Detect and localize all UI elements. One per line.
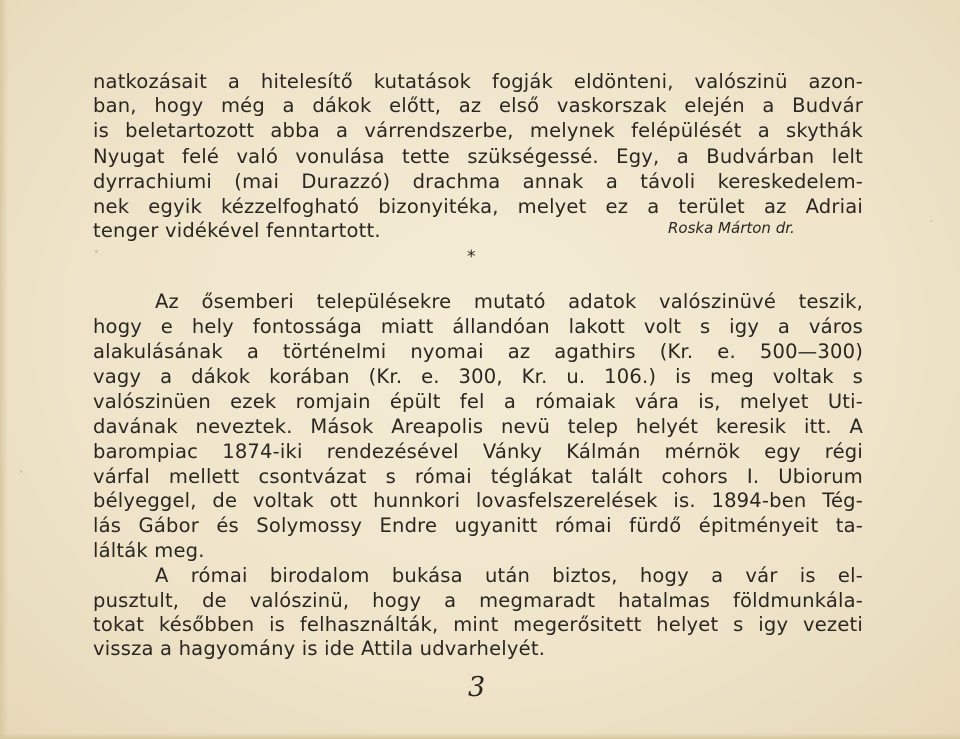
text-line: barompiac 1874-iki rendezésével Vánky Kálmán mérnök egy régi <box>93 440 863 463</box>
author-signature: Roska Márton dr. <box>668 219 795 237</box>
text-line: dyrrachiumi (mai Durazzó) drachma annak a távoli kereskedelem- <box>93 170 863 193</box>
paper-speck <box>95 250 98 253</box>
text-line: lálták meg. <box>93 539 205 562</box>
text-line: Az ősemberi településekre mutató adatok valószinüvé teszik, <box>155 290 863 313</box>
text-line: nek egyik kézzelfogható bizonyitéka, melyet ez a terület az Adriai <box>93 195 863 218</box>
text-line: vagy a dákok korában (Kr. e. 300, Kr. u. 106.) is meg voltak s <box>93 365 863 388</box>
text-line: valószinüen ezek romjain épült fel a rómaiak vára is, melyet Uti- <box>93 390 863 413</box>
text-line: várfal mellett csontvázat s római téglákat talált cohors I. Ubiorum <box>93 465 863 488</box>
text-line: pusztult, de valószinü, hogy a megmaradt hatalmas földmunkála- <box>93 589 863 612</box>
text-line: tenger vidékével fenntartott. <box>93 219 381 242</box>
text-line: tokat későbben is felhasználták, mint megerősitett helyet s igy vezeti <box>93 613 863 636</box>
text-line: Nyugat felé való vonulása tette szükségessé. Egy, a Budvárban lelt <box>93 145 863 168</box>
paper-speck <box>930 220 932 222</box>
page-number: 3 <box>468 672 486 703</box>
text-line: lás Gábor és Solymossy Endre ugyanitt római fürdő épitményeit ta- <box>93 514 863 537</box>
text-line: ban, hogy még a dákok előtt, az első vaskorszak elején a Budvár <box>93 94 863 117</box>
page-edge-shadow <box>0 0 8 739</box>
section-separator: * <box>467 247 476 267</box>
page-bottom-shadow <box>0 733 960 739</box>
text-line: bélyeggel, de voltak ott hunnkori lovasfelszerelések is. 1894-ben Tég- <box>93 489 863 512</box>
text-line: alakulásának a történelmi nyomai az agathirs (Kr. e. 500—300) <box>93 340 863 363</box>
text-line: natkozásait a hitelesítő kutatások fogják eldönteni, valószinü azon- <box>93 70 863 93</box>
text-line: davának neveztek. Mások Areapolis nevü telep helyét keresik itt. A <box>93 415 863 438</box>
text-line: vissza a hagyomány is ide Attila udvarhelyét. <box>93 637 546 660</box>
text-line: is beletartozott abba a várrendszerbe, melynek felépülését a skythák <box>93 119 863 142</box>
text-line: hogy e hely fontossága miatt állandóan lakott volt s igy a város <box>93 315 863 338</box>
paper-speck <box>20 470 22 473</box>
text-line: A római birodalom bukása után biztos, hogy a vár is el- <box>155 564 863 587</box>
